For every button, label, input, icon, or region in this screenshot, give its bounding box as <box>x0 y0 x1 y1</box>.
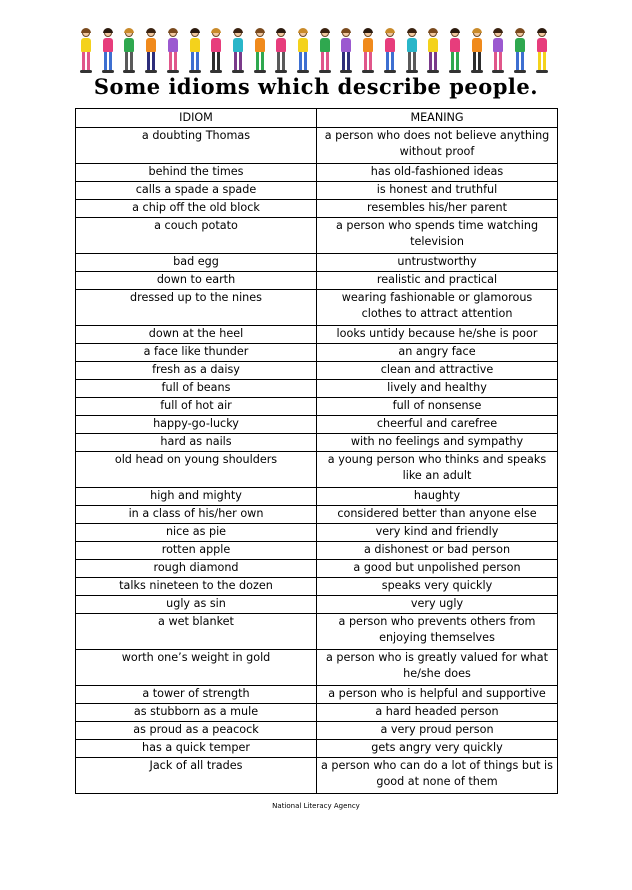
idiom-cell: a chip off the old block <box>76 200 317 218</box>
meaning-cell: speaks very quickly <box>317 578 558 596</box>
table-row <box>76 740 558 758</box>
person-figure-icon <box>513 28 527 74</box>
idiom-cell: a doubting Thomas <box>76 128 317 164</box>
table-row <box>76 488 558 506</box>
person-figure-icon <box>405 28 419 74</box>
person-figure-icon <box>491 28 505 74</box>
person-figure-icon <box>144 28 158 74</box>
idiom-cell: full of hot air <box>76 398 317 416</box>
meaning-cell: has old-fashioned ideas <box>317 164 558 182</box>
meaning-cell: a person who does not believe anything without proof <box>317 128 558 164</box>
idiom-cell: a face like thunder <box>76 344 317 362</box>
table-row <box>76 758 558 794</box>
person-figure-icon <box>188 28 202 74</box>
idiom-cell: high and mighty <box>76 488 317 506</box>
idiom-cell: rough diamond <box>76 560 317 578</box>
idiom-cell: rotten apple <box>76 542 317 560</box>
idiom-cell: nice as pie <box>76 524 317 542</box>
footer-credit: National Literacy Agency <box>272 802 360 810</box>
meaning-cell: haughty <box>317 488 558 506</box>
person-figure-icon <box>274 28 288 74</box>
table-row <box>76 182 558 200</box>
person-figure-icon <box>209 28 223 74</box>
idiom-cell: down to earth <box>76 272 317 290</box>
person-figure-icon <box>101 28 115 74</box>
meaning-cell: a person who is helpful and supportive <box>317 686 558 704</box>
idiom-cell: a tower of strength <box>76 686 317 704</box>
table-row <box>76 452 558 488</box>
meaning-cell: a very proud person <box>317 722 558 740</box>
table-row <box>76 542 558 560</box>
person-figure-icon <box>296 28 310 74</box>
table-row <box>76 578 558 596</box>
table-row <box>76 614 558 650</box>
table-row <box>76 290 558 326</box>
person-figure-icon <box>79 28 93 74</box>
idiom-cell: behind the times <box>76 164 317 182</box>
idiom-cell: calls a spade a spade <box>76 182 317 200</box>
idiom-cell: in a class of his/her own <box>76 506 317 524</box>
meaning-cell: realistic and practical <box>317 272 558 290</box>
idiom-cell: old head on young shoulders <box>76 452 317 488</box>
table-row <box>76 344 558 362</box>
meaning-cell: with no feelings and sympathy <box>317 434 558 452</box>
idiom-cell: a couch potato <box>76 218 317 254</box>
person-figure-icon <box>535 28 549 74</box>
idiom-cell: dressed up to the nines <box>76 290 317 326</box>
table-row <box>76 506 558 524</box>
idiom-cell: full of beans <box>76 380 317 398</box>
idiom-cell: as stubborn as a mule <box>76 704 317 722</box>
meaning-cell: clean and attractive <box>317 362 558 380</box>
page-title: Some idioms which describe people. <box>93 74 539 99</box>
meaning-cell: untrustworthy <box>317 254 558 272</box>
idiom-cell: hard as nails <box>76 434 317 452</box>
table-row <box>76 524 558 542</box>
table-header-row <box>76 109 558 128</box>
person-figure-icon <box>318 28 332 74</box>
table-row <box>76 434 558 452</box>
meaning-cell: a person who prevents others from enjoying themselves <box>317 614 558 650</box>
idiom-cell: bad egg <box>76 254 317 272</box>
table-row <box>76 200 558 218</box>
people-banner <box>79 28 549 74</box>
table-row <box>76 218 558 254</box>
meaning-cell: looks untidy because he/she is poor <box>317 326 558 344</box>
person-figure-icon <box>253 28 267 74</box>
table-row <box>76 560 558 578</box>
idiom-cell: down at the heel <box>76 326 317 344</box>
meaning-cell: is honest and truthful <box>317 182 558 200</box>
meaning-cell: cheerful and carefree <box>317 416 558 434</box>
person-figure-icon <box>383 28 397 74</box>
idiom-cell: happy-go-lucky <box>76 416 317 434</box>
idioms-table <box>75 108 558 794</box>
meaning-cell: a person who can do a lot of things but is good at none of them <box>317 758 558 794</box>
meaning-cell: resembles his/her parent <box>317 200 558 218</box>
meaning-cell: considered better than anyone else <box>317 506 558 524</box>
idiom-cell: ugly as sin <box>76 596 317 614</box>
table-row <box>76 704 558 722</box>
meaning-cell: a young person who thinks and speaks like an adult <box>317 452 558 488</box>
table-row <box>76 326 558 344</box>
person-figure-icon <box>470 28 484 74</box>
meaning-cell: lively and healthy <box>317 380 558 398</box>
meaning-cell: a person who spends time watching television <box>317 218 558 254</box>
idiom-cell: fresh as a daisy <box>76 362 317 380</box>
idiom-column-header: IDIOM <box>76 109 317 128</box>
table-row <box>76 362 558 380</box>
person-figure-icon <box>448 28 462 74</box>
meaning-cell: very ugly <box>317 596 558 614</box>
table-row <box>76 650 558 686</box>
idiom-cell: Jack of all trades <box>76 758 317 794</box>
person-figure-icon <box>122 28 136 74</box>
table-row <box>76 380 558 398</box>
meaning-cell: very kind and friendly <box>317 524 558 542</box>
person-figure-icon <box>339 28 353 74</box>
table-row <box>76 254 558 272</box>
table-row <box>76 272 558 290</box>
idiom-cell: has a quick temper <box>76 740 317 758</box>
meaning-cell: full of nonsense <box>317 398 558 416</box>
meaning-cell: a person who is greatly valued for what he/she does <box>317 650 558 686</box>
table-row <box>76 398 558 416</box>
table-row <box>76 596 558 614</box>
table-row <box>76 686 558 704</box>
table-row <box>76 128 558 164</box>
table-row <box>76 722 558 740</box>
idiom-cell: as proud as a peacock <box>76 722 317 740</box>
meaning-cell: a hard headed person <box>317 704 558 722</box>
person-figure-icon <box>166 28 180 74</box>
table-row <box>76 416 558 434</box>
person-figure-icon <box>426 28 440 74</box>
meaning-cell: gets angry very quickly <box>317 740 558 758</box>
idiom-cell: worth one’s weight in gold <box>76 650 317 686</box>
meaning-cell: a dishonest or bad person <box>317 542 558 560</box>
person-figure-icon <box>361 28 375 74</box>
idiom-cell: a wet blanket <box>76 614 317 650</box>
person-figure-icon <box>231 28 245 74</box>
meaning-cell: wearing fashionable or glamorous clothes to attract attention <box>317 290 558 326</box>
meaning-cell: an angry face <box>317 344 558 362</box>
table-row <box>76 164 558 182</box>
idiom-cell: talks nineteen to the dozen <box>76 578 317 596</box>
meaning-cell: a good but unpolished person <box>317 560 558 578</box>
meaning-column-header: MEANING <box>317 109 558 128</box>
